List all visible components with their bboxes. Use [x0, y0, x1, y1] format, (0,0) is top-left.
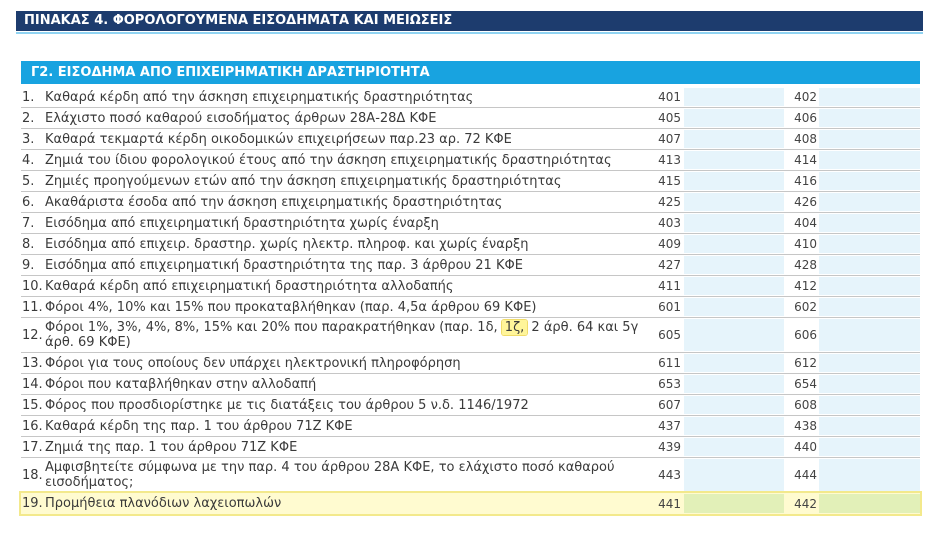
field-code: 653: [658, 377, 681, 391]
row-label: Ελάχιστο ποσό καθαρού εισοδήματος άρθρων 28Α-28Δ ΚΦΕ: [45, 110, 437, 126]
field-code: 410: [794, 237, 817, 251]
table-row: [21, 129, 920, 150]
amount-input[interactable]: [819, 459, 920, 491]
row-label-part: Φόροι 1%, 3%, 4%, 8%, 15% και 20% που παρακρατήθηκαν (παρ. 1δ,: [45, 320, 502, 335]
field-code: 611: [658, 356, 681, 370]
field-code: 402: [794, 90, 817, 104]
table-row: [21, 318, 920, 353]
field-code: 612: [794, 356, 817, 370]
table-row: [21, 395, 920, 416]
row-number: 2.: [22, 110, 35, 126]
table-row: [21, 234, 920, 255]
row-number: 15.: [22, 397, 43, 413]
row-label: Φόροι για τους οποίους δεν υπάρχει ηλεκτρονική πληροφόρηση: [45, 355, 461, 371]
row-number: 3.: [22, 131, 35, 147]
field-code: 608: [794, 398, 817, 412]
amount-input[interactable]: [819, 130, 920, 148]
row-number: 14.: [22, 376, 43, 392]
field-code: 415: [658, 174, 681, 188]
field-code: 438: [794, 419, 817, 433]
field-code: 437: [658, 419, 681, 433]
field-code: 425: [658, 195, 681, 209]
row-label: Ζημιά του ίδιου φορολογικού έτους από την άσκηση επιχειρηματικής δραστηριότητας: [45, 152, 612, 168]
field-code: 440: [794, 440, 817, 454]
field-code: 413: [658, 153, 681, 167]
amount-input[interactable]: [684, 354, 784, 372]
amount-input[interactable]: [819, 109, 920, 127]
section-title: Γ2. ΕΙΣΟΔΗΜΑ ΑΠΟ ΕΠΙΧΕΙΡΗΜΑΤΙΚΗ ΔΡΑΣΤΗΡΙΟΤΗΤΑ: [21, 61, 920, 84]
table-row: [21, 213, 920, 234]
table-row: [21, 374, 920, 395]
row-label: Καθαρά κέρδη της παρ. 1 του άρθρου 71Ζ ΚΦΕ: [45, 418, 353, 434]
field-code: 606: [794, 328, 817, 342]
row-number: 5.: [22, 173, 35, 189]
amount-input[interactable]: [684, 417, 784, 435]
amount-input[interactable]: [819, 319, 920, 351]
row-label: Ζημιά της παρ. 1 του άρθρου 71Ζ ΚΦΕ: [45, 439, 298, 455]
row-label: Εισόδημα από επιχειρ. δραστηρ. χωρίς ηλεκτρ. πληροφ. και χωρίς έναρξη: [45, 236, 529, 252]
table-row: [21, 297, 920, 318]
row-number: 19.: [22, 496, 43, 511]
row-label: Εισόδημα από επιχειρηματική δραστηριότητα της παρ. 3 άρθρου 21 ΚΦΕ: [45, 257, 523, 273]
field-code: 439: [658, 440, 681, 454]
amount-input[interactable]: [819, 494, 920, 513]
row-number: 6.: [22, 194, 35, 210]
field-code: 427: [658, 258, 681, 272]
field-code: 401: [658, 90, 681, 104]
row-number: 10.: [22, 278, 43, 294]
amount-input[interactable]: [819, 298, 920, 316]
amount-input[interactable]: [684, 151, 784, 169]
amount-input[interactable]: [819, 354, 920, 372]
amount-input[interactable]: [684, 193, 784, 211]
table-row: [21, 458, 920, 493]
amount-input[interactable]: [819, 277, 920, 295]
row-label: Φόροι που καταβλήθηκαν στην αλλοδαπή: [45, 376, 317, 392]
row-label: Φόροι 4%, 10% και 15% που προκαταβλήθηκαν (παρ. 4,5α άρθρου 69 ΚΦΕ): [45, 299, 537, 315]
row-label: Αμφισβητείτε σύμφωνα με την παρ. 4 του άρθρου 28Α ΚΦΕ, το ελάχιστο ποσό καθαρού εισοδήματος;: [45, 460, 615, 490]
amount-input[interactable]: [819, 256, 920, 274]
field-code: 654: [794, 377, 817, 391]
table-row: [21, 87, 920, 108]
table-row: [21, 276, 920, 297]
amount-input[interactable]: [819, 172, 920, 190]
amount-input[interactable]: [819, 88, 920, 106]
row-number: 7.: [22, 215, 35, 231]
field-code: 444: [794, 468, 817, 482]
amount-input[interactable]: [819, 438, 920, 456]
field-code: 443: [658, 468, 681, 482]
table-row: [21, 437, 920, 458]
amount-input[interactable]: [684, 214, 784, 232]
row-number: 8.: [22, 236, 35, 252]
highlighted-reference: 1ζ,: [502, 320, 527, 335]
amount-input[interactable]: [819, 193, 920, 211]
field-code: 412: [794, 279, 817, 293]
row-number: 9.: [22, 257, 35, 273]
field-code: 411: [658, 279, 681, 293]
field-code: 601: [658, 300, 681, 314]
table-row: [21, 192, 920, 213]
field-code: 607: [658, 398, 681, 412]
field-code: 406: [794, 111, 817, 125]
amount-input[interactable]: [684, 438, 784, 456]
table-row: [21, 353, 920, 374]
row-label: [45, 320, 649, 350]
amount-input[interactable]: [684, 298, 784, 316]
field-code: 404: [794, 216, 817, 230]
row-number: 18.: [22, 467, 43, 483]
amount-input[interactable]: [684, 109, 784, 127]
row-number: 12.: [22, 327, 43, 343]
row-label: Φόρος που προσδιορίστηκε με τις διατάξεις του άρθρου 5 ν.δ. 1146/1972: [45, 397, 529, 413]
amount-input[interactable]: [684, 396, 784, 414]
field-code: 414: [794, 153, 817, 167]
table-row: [21, 171, 920, 192]
amount-input[interactable]: [684, 130, 784, 148]
row-number: 13.: [22, 355, 43, 371]
amount-input[interactable]: [819, 151, 920, 169]
field-code: 441: [658, 496, 681, 511]
row-number: 4.: [22, 152, 35, 168]
amount-input[interactable]: [684, 277, 784, 295]
field-code: 403: [658, 216, 681, 230]
amount-input[interactable]: [684, 319, 784, 351]
row-number: 11.: [22, 299, 43, 315]
field-code: 416: [794, 174, 817, 188]
row-label-part: 2 άρθ. 64 και 5γ άρθ. 69 ΚΦΕ): [45, 320, 639, 350]
table-main-title: ΠΙΝΑΚΑΣ 4. ΦΟΡΟΛΟΓΟΥΜΕΝΑ ΕΙΣΟΔΗΜΑΤΑ ΚΑΙ ΜΕΙΩΣΕΙΣ: [16, 11, 923, 31]
table-row: [21, 108, 920, 129]
table-row: [21, 150, 920, 171]
amount-input[interactable]: [819, 396, 920, 414]
row-label: Καθαρά κέρδη από την άσκηση επιχειρηματικής δραστηριότητας: [45, 89, 474, 105]
amount-input[interactable]: [684, 235, 784, 253]
amount-input[interactable]: [819, 375, 920, 393]
row-label: Προμήθεια πλανόδιων λαχειοπωλών: [45, 496, 282, 511]
row-number: 17.: [22, 439, 43, 455]
row-label: Ακαθάριστα έσοδα από την άσκηση επιχειρηματικής δραστηριότητας: [45, 194, 503, 210]
amount-input[interactable]: [819, 235, 920, 253]
row-label: Καθαρά τεκμαρτά κέρδη οικοδομικών επιχειρήσεων παρ.23 αρ. 72 ΚΦΕ: [45, 131, 512, 147]
amount-input[interactable]: [684, 88, 784, 106]
amount-input[interactable]: [684, 459, 784, 491]
table-row: [21, 416, 920, 437]
field-code: 408: [794, 132, 817, 146]
field-code: 602: [794, 300, 817, 314]
row-label: Καθαρά κέρδη από επιχειρηματική δραστηριότητα αλλοδαπής: [45, 278, 454, 294]
amount-input[interactable]: [684, 172, 784, 190]
row-label: Ζημιές προηγούμενων ετών από την άσκηση επιχειρηματικής δραστηριότητας: [45, 173, 562, 189]
field-code: 409: [658, 237, 681, 251]
field-code: 426: [794, 195, 817, 209]
amount-input[interactable]: [684, 375, 784, 393]
row-number: 16.: [22, 418, 43, 434]
amount-input[interactable]: [819, 417, 920, 435]
title-underline: [16, 32, 923, 34]
field-code: 428: [794, 258, 817, 272]
amount-input[interactable]: [684, 494, 784, 513]
field-code: 407: [658, 132, 681, 146]
amount-input[interactable]: [819, 214, 920, 232]
table-row-highlighted: [21, 493, 920, 514]
field-code: 405: [658, 111, 681, 125]
field-code: 605: [658, 328, 681, 342]
row-number: 1.: [22, 89, 35, 105]
income-table: [21, 87, 920, 514]
table-row: [21, 255, 920, 276]
amount-input[interactable]: [684, 256, 784, 274]
field-code: 442: [794, 496, 817, 511]
row-label: Εισόδημα από επιχειρηματική δραστηριότητα χωρίς έναρξη: [45, 215, 439, 231]
